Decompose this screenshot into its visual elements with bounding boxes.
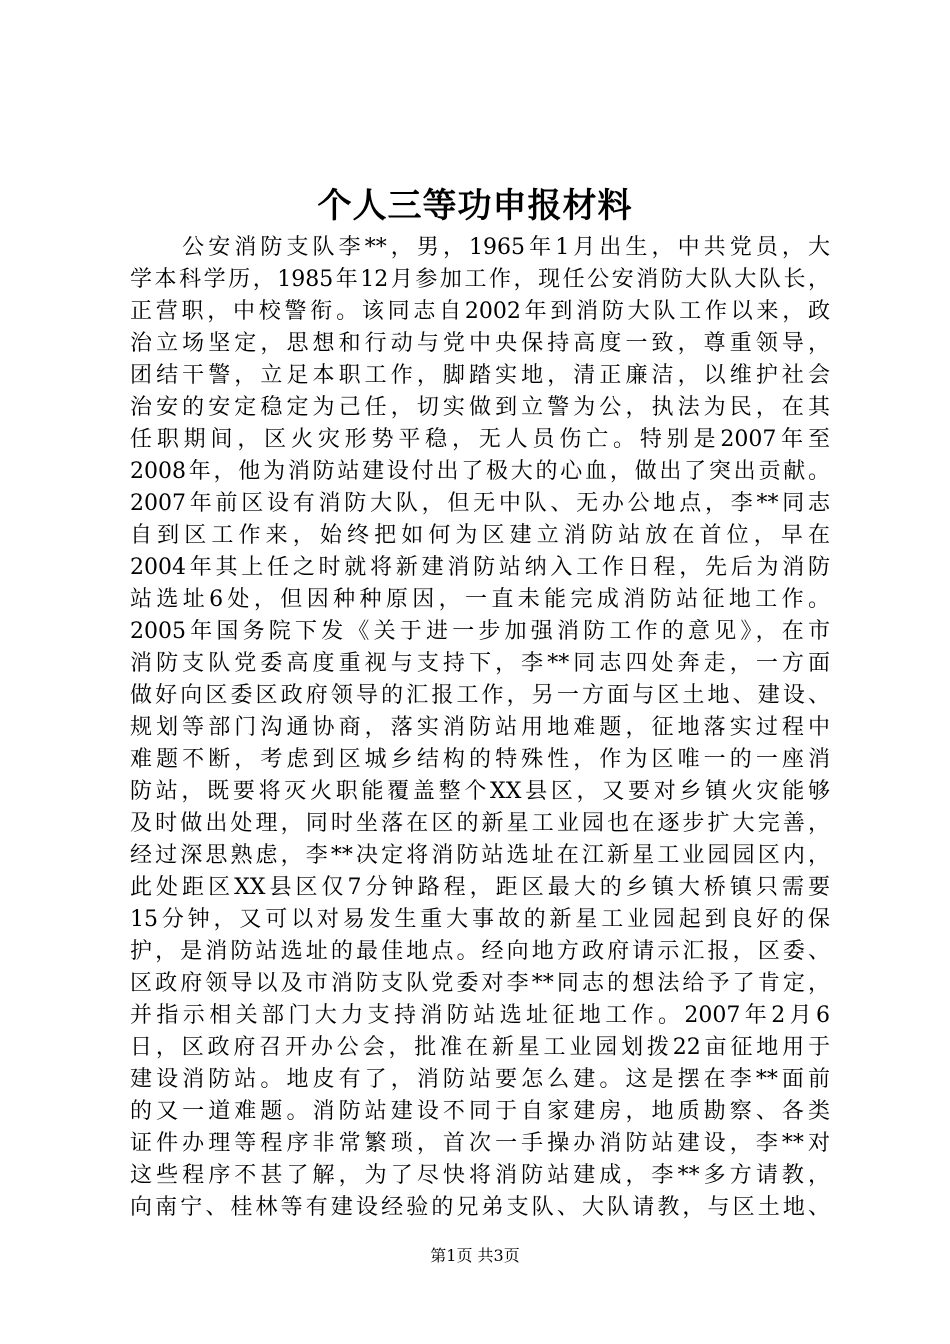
body-line: 消防支队党委高度重视与支持下，李**同志四处奔走，一方面 xyxy=(130,651,830,676)
body-line: 的又一道难题。消防站建设不同于自家建房，地质勘察、各类 xyxy=(130,1099,830,1124)
body-line: 2004年其上任之时就将新建消防站纳入工作日程，先后为消防 xyxy=(130,555,830,580)
body-line: 向南宁、桂林等有建设经验的兄弟支队、大队请教，与区土地、 xyxy=(130,1195,830,1220)
body-line: 站选址6处，但因种种原因，一直未能完成消防站征地工作。 xyxy=(130,587,830,612)
body-line: 2007年前区设有消防大队，但无中队、无办公地点，李**同志 xyxy=(130,491,830,516)
body-line: 治立场坚定，思想和行动与党中央保持高度一致，尊重领导， xyxy=(130,331,830,356)
body-line: 学本科学历，1985年12月参加工作，现任公安消防大队大队长， xyxy=(130,267,830,292)
body-line: 建设消防站。地皮有了，消防站要怎么建。这是摆在李**面前 xyxy=(130,1067,830,1092)
body-line: 公安消防支队李**，男，1965年1月出生，中共党员，大 xyxy=(130,235,830,260)
body-line: 自到区工作来，始终把如何为区建立消防站放在首位，早在 xyxy=(130,523,830,548)
body-line: 并指示相关部门大力支持消防站选址征地工作。2007年2月6 xyxy=(130,1003,830,1028)
body-line: 这些程序不甚了解，为了尽快将消防站建成，李**多方请教， xyxy=(130,1163,830,1188)
body-line: 任职期间，区火灾形势平稳，无人员伤亡。特别是2007年至 xyxy=(130,427,830,452)
body-line: 2005年国务院下发《关于进一步加强消防工作的意见》，在市 xyxy=(130,619,830,644)
body-line: 难题不断，考虑到区城乡结构的特殊性，作为区唯一的一座消 xyxy=(130,747,830,772)
body-line: 团结干警，立足本职工作，脚踏实地，清正廉洁，以维护社会 xyxy=(130,363,830,388)
body-line: 做好向区委区政府领导的汇报工作，另一方面与区土地、建设、 xyxy=(130,683,830,708)
document-body xyxy=(130,232,830,1224)
page-number: 第1页 共3页 xyxy=(430,1246,520,1265)
body-line: 区政府领导以及市消防支队党委对李**同志的想法给予了肯定， xyxy=(130,971,830,996)
body-line: 经过深思熟虑，李**决定将消防站选址在江新星工业园园区内， xyxy=(130,843,830,868)
body-line: 及时做出处理，同时坐落在区的新星工业园也在逐步扩大完善， xyxy=(130,811,830,836)
body-line: 此处距区XX县区仅7分钟路程，距区最大的乡镇大桥镇只需要 xyxy=(130,875,830,900)
body-line: 防站，既要将灭火职能覆盖整个XX县区，又要对乡镇火灾能够 xyxy=(130,779,830,804)
body-line: 规划等部门沟通协商，落实消防站用地难题，征地落实过程中 xyxy=(130,715,830,740)
document-title: 个人三等功申报材料 xyxy=(317,186,633,226)
body-line: 证件办理等程序非常繁琐，首次一手操办消防站建设，李**对 xyxy=(130,1131,830,1156)
body-line: 正营职，中校警衔。该同志自2002年到消防大队工作以来，政 xyxy=(130,299,830,324)
body-line: 治安的安定稳定为己任，切实做到立警为公，执法为民，在其 xyxy=(130,395,830,420)
body-line: 2008年，他为消防站建设付出了极大的心血，做出了突出贡献。 xyxy=(130,459,830,484)
body-line: 护，是消防站选址的最佳地点。经向地方政府请示汇报，区委、 xyxy=(130,939,830,964)
body-line: 日，区政府召开办公会，批准在新星工业园划拨22亩征地用于 xyxy=(130,1035,830,1060)
body-line: 15分钟，又可以对易发生重大事故的新星工业园起到良好的保 xyxy=(130,907,830,932)
